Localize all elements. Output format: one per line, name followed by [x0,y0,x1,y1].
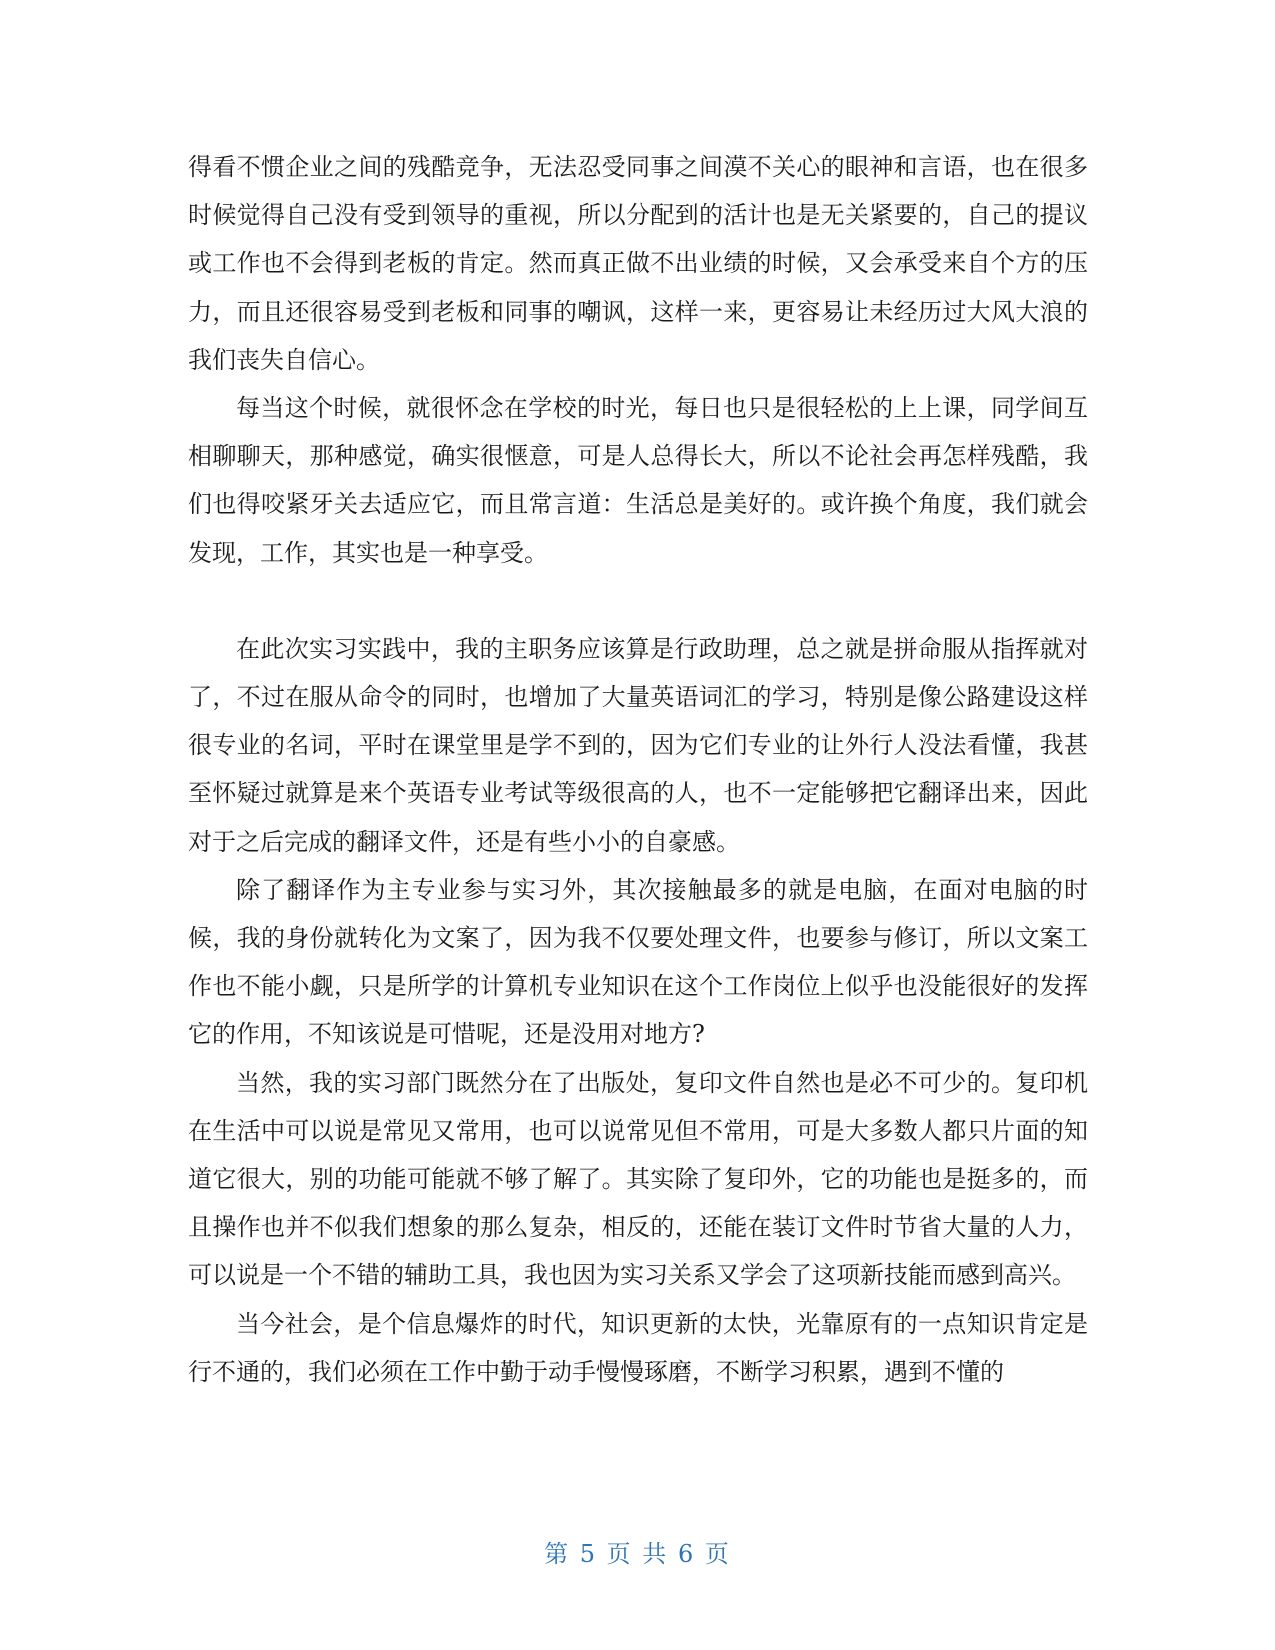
body-text [188,143,1088,1396]
paragraph-5: 当然，我的实习部门既然分在了出版处，复印文件自然也是必不可少的。复印机在生活中可以说是常见又常用，也可以说常见但不常用，可是大多数人都只片面的知道它很大，别的功能可能就不够了解了。其实除了复印外，它的功能也是挺多的，而且操作也并不似我们想象的那么复杂，相反的，还能在装订文件时节省大量的人力，可以说是一个不错的辅助工具，我也因为实习关系又学会了这项新技能而感到高兴。 [188,1068,1088,1290]
paragraph-gap [188,577,1088,625]
paragraph-6: 当今社会，是个信息爆炸的时代，知识更新的太快，光靠原有的一点知识肯定是行不通的，我们必须在工作中勤于动手慢慢琢磨，不断学习积累，遇到不懂的 [188,1309,1088,1386]
page-footer: 第 5 页 共 6 页 [544,1540,731,1568]
paragraph-3: 在此次实习实践中，我的主职务应该算是行政助理，总之就是拼命服从指挥就对了，不过在服从命令的同时，也增加了大量英语词汇的学习，特别是像公路建设这样很专业的名词，平时在课堂里是学不到的，因为它们专业的让外行人没法看懂，我甚至怀疑过就算是来个英语专业考试等级很高的人，也不一定能够把它翻译出来，因此对于之后完成的翻译文件，还是有些小小的自豪感。 [188,634,1088,856]
paragraph-1: 得看不惯企业之间的残酷竞争，无法忍受同事之间漠不关心的眼神和言语，也在很多时候觉得自己没有受到领导的重视，所以分配到的活计也是无关紧要的，自己的提议或工作也不会得到老板的肯定。然而真正做不出业绩的时候，又会承受来自个方的压力，而且还很容易受到老板和同事的嘲讽，这样一来，更容易让未经历过大风大浪的我们丧失自信心。 [188,153,1088,374]
paragraph-2: 每当这个时候，就很怀念在学校的时光，每日也只是很轻松的上上课，同学间互相聊聊天，那种感觉，确实很惬意，可是人总得长大，所以不论社会再怎样残酷，我们也得咬紧牙关去适应它，而且常言道：生活总是美好的。或许换个角度，我们就会发现，工作，其实也是一种享受。 [188,394,1088,567]
paragraph-4: 除了翻译作为主专业参与实习外，其次接触最多的就是电脑，在面对电脑的时候，我的身份就转化为文案了，因为我不仅要处理文件，也要参与修订，所以文案工作也不能小觑，只是所学的计算机专业知识在这个工作岗位上似乎也没能很好的发挥它的作用，不知该说是可惜呢，还是没用对地方? [188,875,1088,1049]
